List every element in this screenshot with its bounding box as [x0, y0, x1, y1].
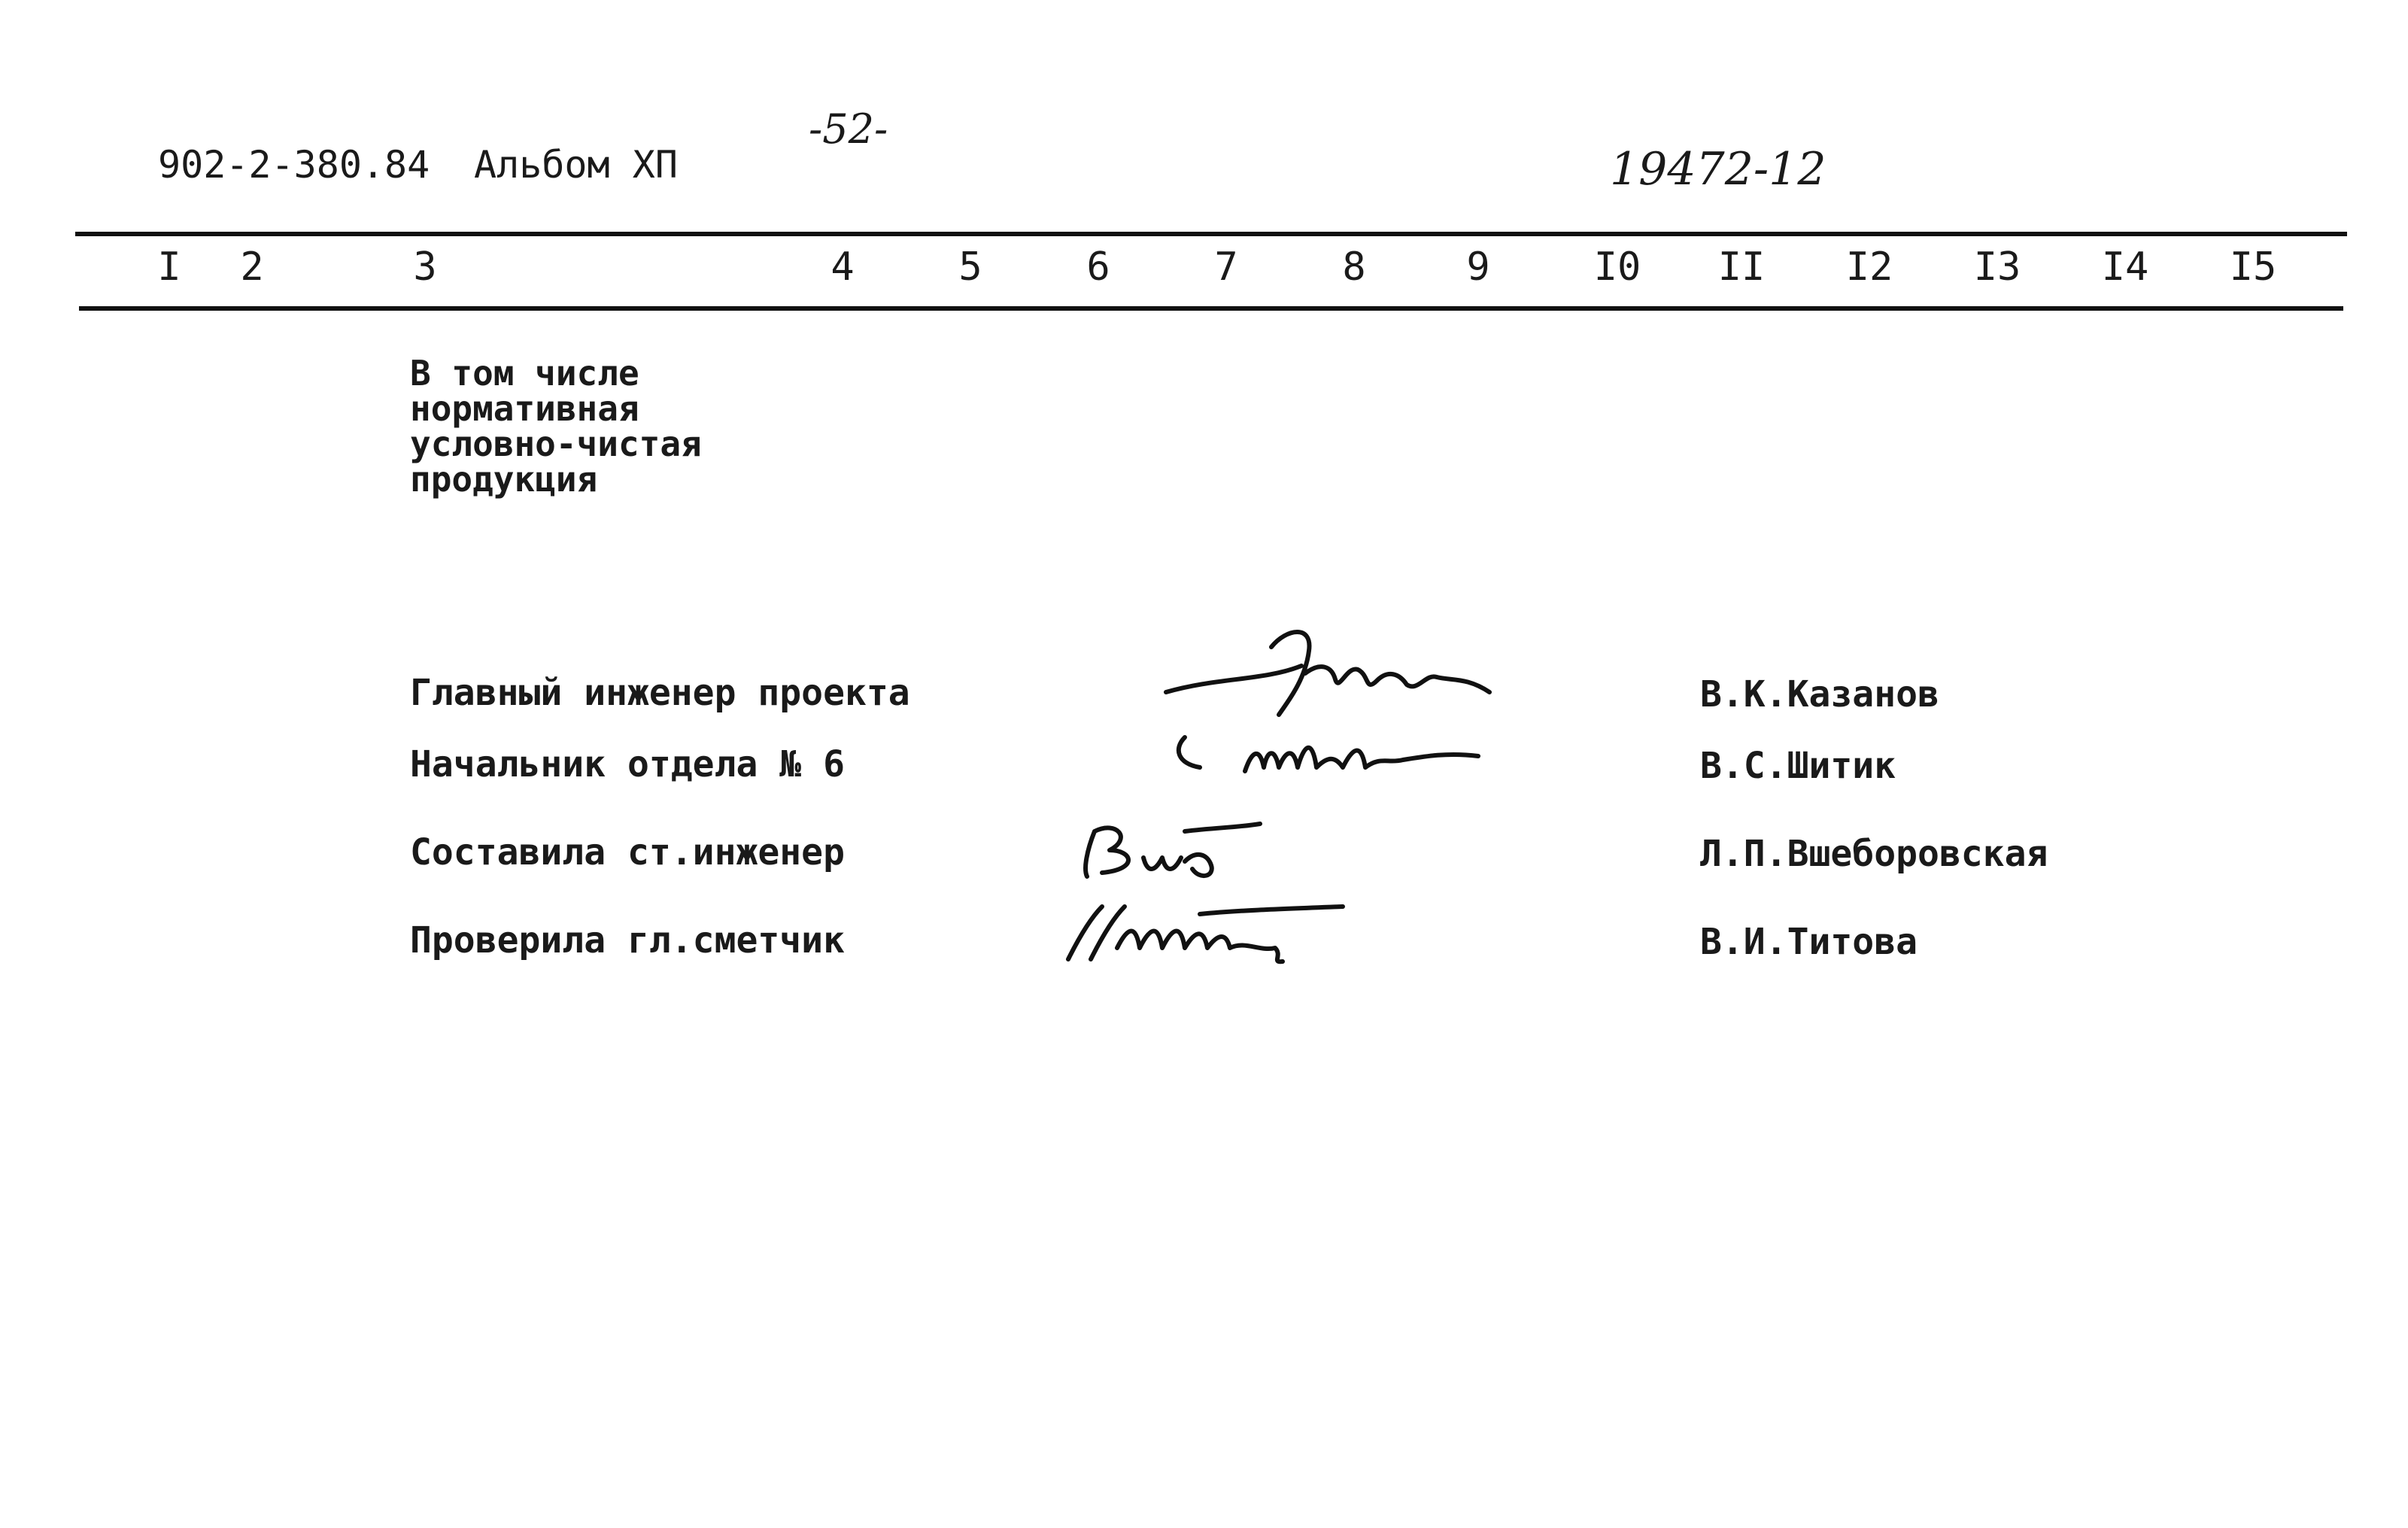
column-header-10: I0 [1593, 245, 1641, 290]
column-header-3: 3 [413, 245, 437, 290]
content-line: условно-чистая [410, 424, 702, 464]
signature-chief-engineer [1158, 621, 1505, 718]
signer-position-checker: Проверила гл.сметчик [410, 919, 845, 961]
column-header-6: 6 [1086, 245, 1110, 290]
column-header-12: I2 [1845, 245, 1893, 290]
document-code: 902-2-380.84 [158, 143, 430, 187]
signer-position-department-head: Начальник отдела № 6 [410, 743, 845, 785]
content-block [410, 353, 702, 500]
column-header-8: 8 [1342, 245, 1366, 290]
column-header-1: I [157, 245, 181, 290]
column-header-9: 9 [1466, 245, 1490, 290]
column-header-13: I3 [1973, 245, 2021, 290]
signer-name-checker: В.И.Титова [1700, 921, 1918, 963]
signature-checker [1057, 895, 1358, 963]
column-header-15: I5 [2229, 245, 2277, 290]
signer-position-compiler: Составила ст.инженер [410, 831, 845, 873]
signer-name-chief-engineer: В.К.Казанов [1700, 673, 1939, 715]
table-top-rule [75, 232, 2347, 236]
content-line: продукция [410, 459, 598, 500]
signer-name-department-head: В.С.Шитик [1700, 745, 1896, 787]
signature-compiler [1072, 816, 1268, 884]
column-header-2: 2 [240, 245, 264, 290]
column-header-11: II [1717, 245, 1766, 290]
inventory-number: 19472-12 [1610, 143, 1826, 196]
content-line: В том числе [410, 353, 639, 393]
column-header-5: 5 [958, 245, 982, 290]
album-label: Альбом XП [474, 143, 678, 187]
signature-department-head [1162, 726, 1493, 786]
page-number: -52- [809, 105, 888, 153]
content-line: нормативная [410, 388, 639, 429]
column-header-7: 7 [1214, 245, 1238, 290]
column-header-4: 4 [831, 245, 855, 290]
table-bottom-rule [79, 306, 2343, 311]
signer-position-chief-engineer: Главный инженер проекта [410, 672, 910, 714]
signer-name-compiler: Л.П.Вшеборовская [1700, 833, 2048, 875]
column-header-14: I4 [2101, 245, 2149, 290]
